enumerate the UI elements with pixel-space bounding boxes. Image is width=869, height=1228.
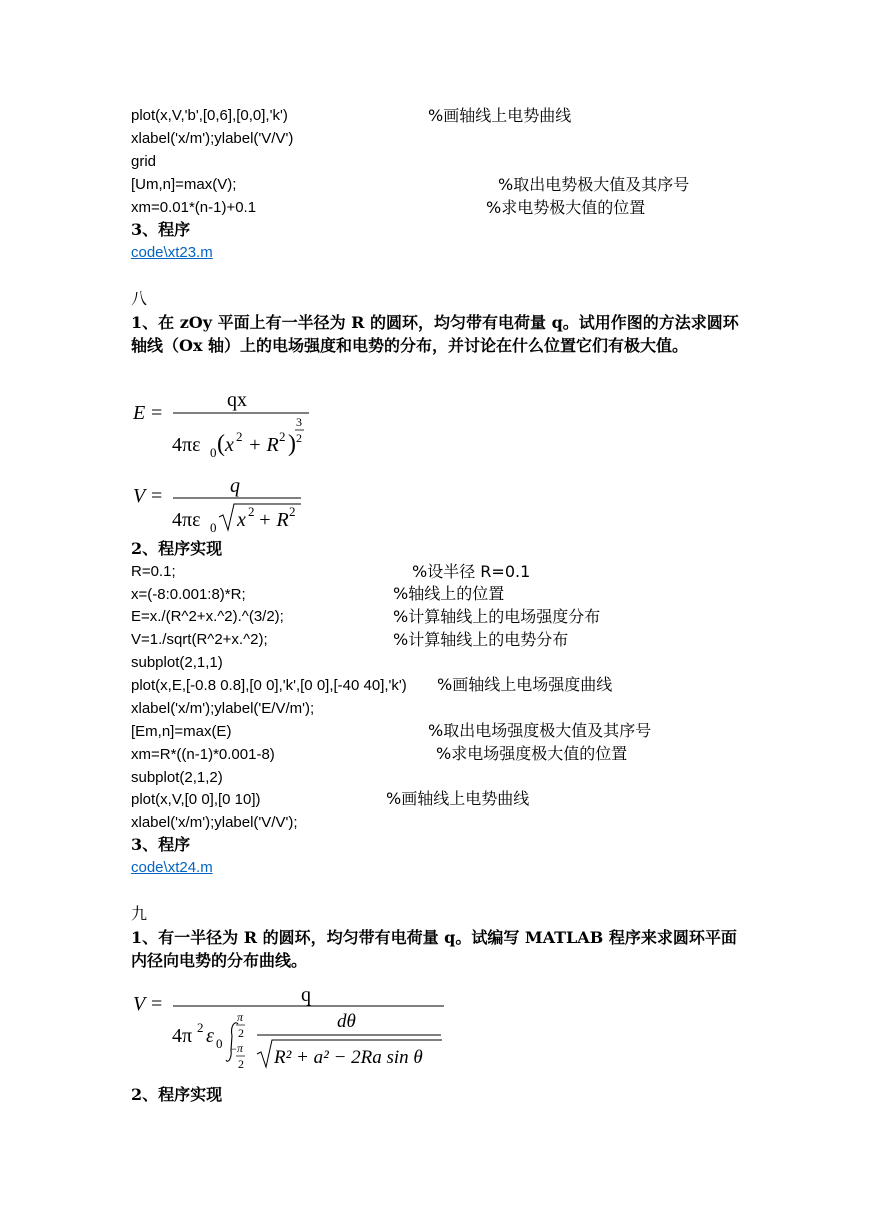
code-comment: %计算轴线上的电场强度分布 bbox=[393, 607, 601, 626]
svg-text:3: 3 bbox=[296, 415, 302, 429]
svg-text:ε: ε bbox=[206, 1025, 214, 1047]
code-line: x=(-8:0.001:8)*R; bbox=[131, 586, 246, 603]
svg-text:0: 0 bbox=[210, 520, 217, 534]
svg-text:2: 2 bbox=[238, 1057, 244, 1071]
svg-text:q: q bbox=[301, 984, 311, 1006]
svg-text:V: V bbox=[133, 993, 146, 1015]
svg-text:x: x bbox=[237, 509, 246, 531]
svg-text:2: 2 bbox=[279, 429, 286, 444]
implementation-heading: 2、程序实现 bbox=[131, 539, 223, 558]
svg-text:R² + a² − 2Ra sin θ: R² + a² − 2Ra sin θ bbox=[274, 1047, 423, 1068]
code-line: [Em,n]=max(E) bbox=[131, 723, 232, 740]
svg-text:2: 2 bbox=[238, 1026, 244, 1040]
code-file-link[interactable]: code\xt23.m bbox=[131, 244, 213, 261]
problem-statement: 1、在 zOy 平面上有一半径为 R 的圆环，均匀带有电荷量 q。试用作图的方法求圆环轴线（Ox 轴）上的电场强度和电势的分布，并讨论在什么位置它们有极大值。 bbox=[131, 313, 739, 355]
code-comment: %计算轴线上的电势分布 bbox=[393, 630, 569, 649]
code-line: R=0.1; bbox=[131, 563, 176, 580]
svg-text:4πε: 4πε bbox=[172, 509, 201, 531]
svg-text:2: 2 bbox=[248, 504, 255, 519]
equation-V-svg bbox=[131, 472, 331, 534]
svg-text:0: 0 bbox=[210, 445, 217, 457]
code-line: V=1./sqrt(R^2+x.^2); bbox=[131, 631, 268, 648]
code-line: subplot(2,1,1) bbox=[131, 654, 223, 671]
code-comment: %求电势极大值的位置 bbox=[486, 198, 646, 217]
svg-text:2: 2 bbox=[289, 504, 296, 519]
program-heading: 3、程序 bbox=[131, 220, 191, 239]
code-line: xlabel('x/m');ylabel('E/V/m'); bbox=[131, 700, 315, 717]
svg-text:+ R: + R bbox=[248, 434, 279, 456]
code-line: xlabel('x/m');ylabel('V/V') bbox=[131, 130, 294, 147]
svg-text:+ R: + R bbox=[258, 509, 289, 531]
problem-statement: 1、有一半径为 R 的圆环，均匀带有电荷量 q。试编写 MATLAB 程序来求圆环平面内径向电势的分布曲线。 bbox=[131, 928, 737, 970]
svg-text:2: 2 bbox=[296, 431, 302, 445]
code-file-link[interactable]: code\xt24.m bbox=[131, 859, 213, 876]
equation-E bbox=[131, 385, 331, 457]
code-comment: %画轴线上电势曲线 bbox=[428, 106, 572, 125]
eq-lhs: E bbox=[133, 402, 146, 424]
eq-numerator: qx bbox=[227, 389, 247, 411]
svg-text:4π: 4π bbox=[172, 1025, 193, 1047]
code-comment: %取出电场强度极大值及其序号 bbox=[428, 721, 652, 740]
code-line: xm=R*((n-1)*0.001-8) bbox=[131, 746, 275, 763]
svg-text:2: 2 bbox=[197, 1020, 204, 1035]
svg-text:π: π bbox=[237, 1010, 244, 1024]
svg-text:4πε: 4πε bbox=[172, 434, 201, 456]
svg-text:π: π bbox=[237, 1041, 244, 1055]
code-line: subplot(2,1,2) bbox=[131, 769, 223, 786]
svg-text:=: = bbox=[151, 993, 163, 1015]
svg-text:q: q bbox=[230, 475, 240, 497]
svg-text:V: V bbox=[133, 485, 146, 507]
code-line: grid bbox=[131, 153, 157, 170]
code-line: xlabel('x/m');ylabel('V/V'); bbox=[131, 814, 298, 831]
program-heading: 3、程序 bbox=[131, 835, 191, 854]
equation-V bbox=[131, 472, 331, 534]
equation-V-ring bbox=[131, 980, 451, 1075]
svg-text:): ) bbox=[288, 431, 296, 457]
code-comment: %求电场强度极大值的位置 bbox=[436, 744, 628, 763]
section-number: 八 bbox=[131, 289, 148, 308]
svg-text:=: = bbox=[151, 402, 163, 424]
code-line: plot(x,E,[-0.8 0.8],[0 0],'k',[0 0],[-40 40],'k') bbox=[131, 677, 407, 694]
section-number: 九 bbox=[131, 904, 148, 923]
code-comment: %设半径 R=0.1 bbox=[412, 562, 531, 581]
code-comment: %画轴线上电场强度曲线 bbox=[437, 675, 613, 694]
svg-text:(: ( bbox=[217, 431, 225, 457]
svg-text:2: 2 bbox=[236, 429, 243, 444]
svg-text:=: = bbox=[151, 485, 163, 507]
code-comment: %画轴线上电势曲线 bbox=[386, 789, 530, 808]
equation-E-svg bbox=[131, 385, 331, 457]
implementation-heading: 2、程序实现 bbox=[131, 1085, 223, 1104]
svg-text:−: − bbox=[230, 1042, 237, 1056]
equation-V-ring-svg bbox=[131, 980, 451, 1075]
code-line: plot(x,V,'b',[0,6],[0,0],'k') bbox=[131, 107, 288, 124]
code-line: [Um,n]=max(V); bbox=[131, 176, 237, 193]
code-comment: %取出电势极大值及其序号 bbox=[498, 175, 690, 194]
code-line: xm=0.01*(n-1)+0.1 bbox=[131, 199, 257, 216]
svg-text:0: 0 bbox=[216, 1036, 223, 1051]
svg-text:dθ: dθ bbox=[337, 1011, 356, 1032]
svg-text:x: x bbox=[225, 434, 234, 456]
code-line: plot(x,V,[0 0],[0 10]) bbox=[131, 791, 261, 808]
code-line: E=x./(R^2+x.^2).^(3/2); bbox=[131, 608, 284, 625]
code-comment: %轴线上的位置 bbox=[393, 584, 505, 603]
